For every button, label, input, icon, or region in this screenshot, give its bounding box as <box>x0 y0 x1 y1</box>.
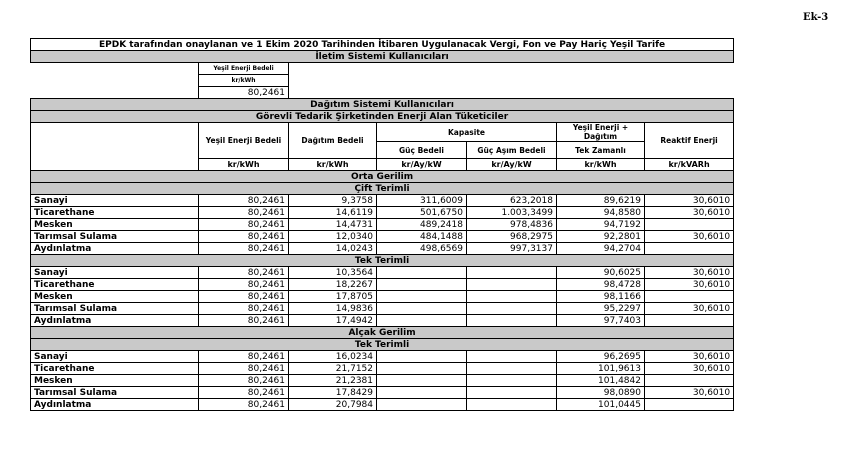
total-single-time-cell: 101,9613 <box>557 363 645 375</box>
unit-cell: kr/Ay/kW <box>377 159 467 171</box>
header-reactive: Reaktif Enerji <box>645 123 734 159</box>
power-fee-cell <box>377 303 467 315</box>
total-single-time-cell: 98,1166 <box>557 291 645 303</box>
reactive-energy-cell: 30,6010 <box>645 207 734 219</box>
table-row <box>31 207 734 219</box>
table-row <box>31 399 734 411</box>
distribution-cell: 14,6119 <box>289 207 377 219</box>
consumer-group-label: Ticarethane <box>31 207 199 219</box>
header-power-fee: Güç Bedeli <box>377 142 467 159</box>
table-row <box>31 387 734 399</box>
excess-fee-cell: 997,3137 <box>467 243 557 255</box>
table-title: EPDK tarafından onaylanan ve 1 Ekim 2020 Tarihinden İtibaren Uygulanacak Vergi, Fon ve Pay Hariç Yeşil Tarife <box>31 39 734 51</box>
double-term-title: Çift Terimli <box>31 183 734 195</box>
power-fee-cell <box>377 291 467 303</box>
low-single-term-title: Tek Terimli <box>31 339 734 351</box>
excess-fee-cell <box>467 267 557 279</box>
distribution-cell: 9,3758 <box>289 195 377 207</box>
units-row <box>31 159 734 171</box>
excess-fee-cell: 1.003,3499 <box>467 207 557 219</box>
power-fee-cell: 498,6569 <box>377 243 467 255</box>
table-title-row <box>31 39 734 51</box>
green-energy-cell: 80,2461 <box>199 399 289 411</box>
reactive-energy-cell: 30,6010 <box>645 279 734 291</box>
consumer-group-label: Sanayi <box>31 351 199 363</box>
reactive-energy-cell: 30,6010 <box>645 195 734 207</box>
consumer-group-label: Tarımsal Sulama <box>31 387 199 399</box>
distribution-cell: 20,7984 <box>289 399 377 411</box>
consumer-group-label: Mesken <box>31 375 199 387</box>
table-row <box>31 351 734 363</box>
power-fee-cell <box>377 279 467 291</box>
consumer-group-label: Sanayi <box>31 195 199 207</box>
reactive-energy-cell <box>645 399 734 411</box>
distribution-subtitle: Görevli Tedarik Şirketinden Enerji Alan Tüketiciler <box>31 111 734 123</box>
unit-cell: kr/kVARh <box>645 159 734 171</box>
distribution-cell: 17,4942 <box>289 315 377 327</box>
header-green-energy: Yeşil Enerji Bedeli <box>199 123 289 159</box>
consumer-group-label: Mesken <box>31 219 199 231</box>
total-single-time-cell: 101,4842 <box>557 375 645 387</box>
distribution-title: Dağıtım Sistemi Kullanıcıları <box>31 99 734 111</box>
distribution-cell: 21,7152 <box>289 363 377 375</box>
consumer-group-label: Tarımsal Sulama <box>31 231 199 243</box>
consumer-group-label: Ticarethane <box>31 279 199 291</box>
transmission-title-row <box>31 51 734 63</box>
consumer-group-label: Ticarethane <box>31 363 199 375</box>
reactive-energy-cell: 30,6010 <box>645 387 734 399</box>
green-energy-cell: 80,2461 <box>199 291 289 303</box>
total-single-time-cell: 95,2297 <box>557 303 645 315</box>
reactive-energy-cell: 30,6010 <box>645 351 734 363</box>
distribution-cell: 12,0340 <box>289 231 377 243</box>
unit-cell: kr/kWh <box>289 159 377 171</box>
medium-voltage-title: Orta Gerilim <box>31 171 734 183</box>
excess-fee-cell: 978,4836 <box>467 219 557 231</box>
excess-fee-cell <box>467 291 557 303</box>
transmission-title: İletim Sistemi Kullanıcıları <box>31 51 734 63</box>
consumer-group-label: Aydınlatma <box>31 315 199 327</box>
transmission-value: 80,2461 <box>199 87 289 99</box>
green-energy-cell: 80,2461 <box>199 219 289 231</box>
table-row <box>31 303 734 315</box>
reactive-energy-cell <box>645 315 734 327</box>
power-fee-cell: 311,6009 <box>377 195 467 207</box>
green-energy-cell: 80,2461 <box>199 315 289 327</box>
green-energy-cell: 80,2461 <box>199 207 289 219</box>
total-single-time-cell: 96,2695 <box>557 351 645 363</box>
header-capacity: Kapasite <box>377 123 557 142</box>
distribution-cell: 18,2267 <box>289 279 377 291</box>
green-energy-cell: 80,2461 <box>199 279 289 291</box>
power-fee-cell <box>377 375 467 387</box>
total-single-time-cell: 101,0445 <box>557 399 645 411</box>
excess-fee-cell <box>467 399 557 411</box>
distribution-cell: 10,3564 <box>289 267 377 279</box>
low-voltage-title: Alçak Gerilim <box>31 327 734 339</box>
green-tariff-table <box>30 38 734 411</box>
green-energy-cell: 80,2461 <box>199 387 289 399</box>
unit-cell: kr/kWh <box>199 159 289 171</box>
green-energy-cell: 80,2461 <box>199 195 289 207</box>
reactive-energy-cell <box>645 291 734 303</box>
reactive-energy-cell <box>645 375 734 387</box>
green-energy-cell: 80,2461 <box>199 231 289 243</box>
power-fee-cell <box>377 351 467 363</box>
green-energy-cell: 80,2461 <box>199 267 289 279</box>
excess-fee-cell <box>467 279 557 291</box>
total-single-time-cell: 90,6025 <box>557 267 645 279</box>
transmission-unit: kr/kWh <box>199 75 289 87</box>
green-energy-cell: 80,2461 <box>199 303 289 315</box>
reactive-energy-cell <box>645 219 734 231</box>
power-fee-cell <box>377 363 467 375</box>
consumer-group-label: Aydınlatma <box>31 243 199 255</box>
table-row <box>31 231 734 243</box>
reactive-energy-cell <box>645 243 734 255</box>
power-fee-cell <box>377 387 467 399</box>
table-row <box>31 375 734 387</box>
total-single-time-cell: 89,6219 <box>557 195 645 207</box>
excess-fee-cell <box>467 351 557 363</box>
excess-fee-cell <box>467 303 557 315</box>
green-energy-cell: 80,2461 <box>199 243 289 255</box>
green-energy-cell: 80,2461 <box>199 351 289 363</box>
power-fee-cell <box>377 267 467 279</box>
excess-fee-cell: 968,2975 <box>467 231 557 243</box>
header-excess-fee: Güç Aşım Bedeli <box>467 142 557 159</box>
table-row <box>31 291 734 303</box>
distribution-cell: 17,8429 <box>289 387 377 399</box>
table-row <box>31 363 734 375</box>
header-green-plus-dist: Yeşil Enerji + Dağıtım <box>557 123 645 142</box>
consumer-group-label: Aydınlatma <box>31 399 199 411</box>
power-fee-cell <box>377 315 467 327</box>
table-row <box>31 279 734 291</box>
total-single-time-cell: 94,2704 <box>557 243 645 255</box>
table-row <box>31 243 734 255</box>
table-row <box>31 267 734 279</box>
annex-label: Ek-3 <box>803 12 829 23</box>
table-row <box>31 315 734 327</box>
table-row <box>31 195 734 207</box>
total-single-time-cell: 92,2801 <box>557 231 645 243</box>
reactive-energy-cell: 30,6010 <box>645 363 734 375</box>
reactive-energy-cell: 30,6010 <box>645 267 734 279</box>
total-single-time-cell: 98,4728 <box>557 279 645 291</box>
power-fee-cell <box>377 399 467 411</box>
single-term-title: Tek Terimli <box>31 255 734 267</box>
header-single-time: Tek Zamanlı <box>557 142 645 159</box>
total-single-time-cell: 98,0890 <box>557 387 645 399</box>
consumer-group-label: Mesken <box>31 291 199 303</box>
green-energy-cell: 80,2461 <box>199 363 289 375</box>
unit-cell: kr/Ay/kW <box>467 159 557 171</box>
excess-fee-cell <box>467 315 557 327</box>
total-single-time-cell: 97,7403 <box>557 315 645 327</box>
total-single-time-cell: 94,7192 <box>557 219 645 231</box>
transmission-green-header: Yeşil Enerji Bedeli <box>199 63 289 75</box>
reactive-energy-cell: 30,6010 <box>645 231 734 243</box>
excess-fee-cell <box>467 375 557 387</box>
excess-fee-cell <box>467 363 557 375</box>
distribution-cell: 21,2381 <box>289 375 377 387</box>
distribution-cell: 14,9836 <box>289 303 377 315</box>
unit-cell: kr/kWh <box>557 159 645 171</box>
reactive-energy-cell: 30,6010 <box>645 303 734 315</box>
distribution-cell: 16,0234 <box>289 351 377 363</box>
table-row <box>31 219 734 231</box>
distribution-cell: 14,4731 <box>289 219 377 231</box>
consumer-group-label: Tarımsal Sulama <box>31 303 199 315</box>
excess-fee-cell: 623,2018 <box>467 195 557 207</box>
power-fee-cell: 484,1488 <box>377 231 467 243</box>
distribution-cell: 14,0243 <box>289 243 377 255</box>
power-fee-cell: 501,6750 <box>377 207 467 219</box>
header-distribution: Dağıtım Bedeli <box>289 123 377 159</box>
power-fee-cell: 489,2418 <box>377 219 467 231</box>
excess-fee-cell <box>467 387 557 399</box>
green-energy-cell: 80,2461 <box>199 375 289 387</box>
total-single-time-cell: 94,8580 <box>557 207 645 219</box>
distribution-cell: 17,8705 <box>289 291 377 303</box>
consumer-group-label: Sanayi <box>31 267 199 279</box>
